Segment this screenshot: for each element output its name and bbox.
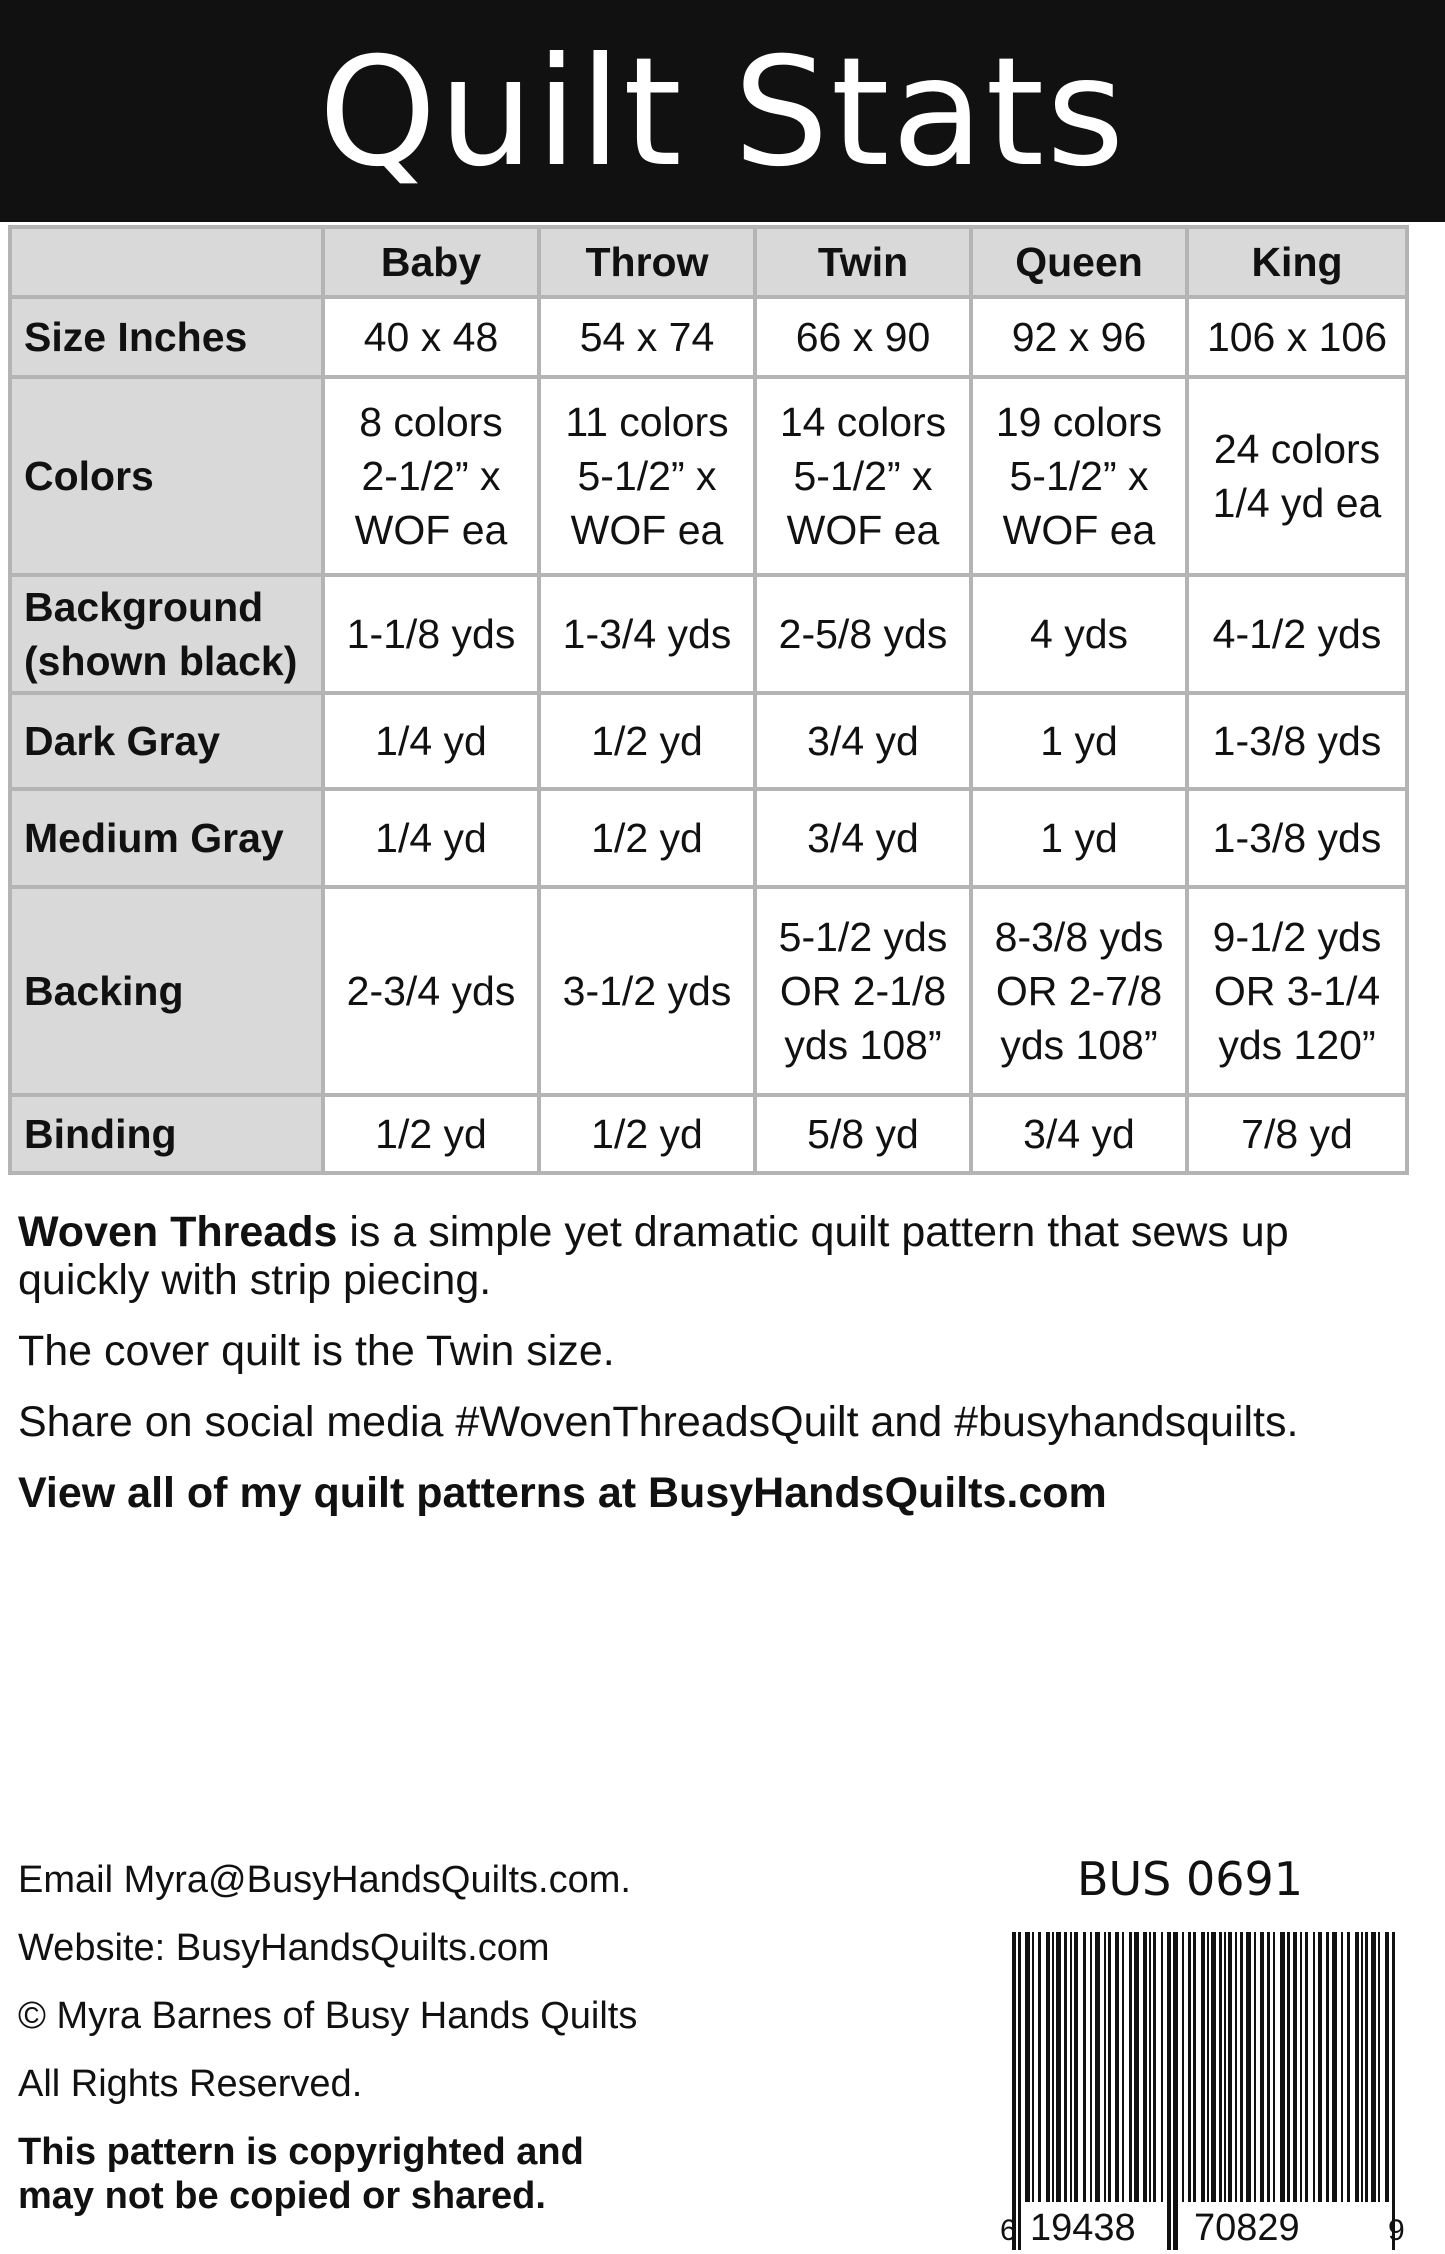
table-cell	[1187, 377, 1407, 575]
barcode-bar	[1347, 1932, 1350, 2202]
barcode-bar	[1267, 1932, 1270, 2202]
barcode-bar	[1083, 1932, 1086, 2202]
barcode-bar	[1056, 1932, 1061, 2202]
barcode-bar	[1260, 1932, 1264, 2202]
cell-line: 1/4 yd	[375, 815, 487, 861]
cell-line: OR 2-1/8	[779, 968, 947, 1014]
cell-line: 40 x 48	[363, 314, 499, 360]
page-title: Quilt Stats	[318, 26, 1127, 200]
barcode-bar	[1254, 1932, 1256, 2202]
view-all-text: View all of my quilt patterns at BusyHandsQuilts.com	[18, 1469, 1107, 1517]
row-label	[10, 377, 323, 575]
barcode-bar	[1332, 1932, 1337, 2202]
barcode-bar	[1228, 1932, 1232, 2202]
cell-line: WOF ea	[354, 507, 508, 553]
barcode-bar	[1293, 1932, 1297, 2202]
barcode-bar	[1095, 1932, 1100, 2202]
barcode-bar	[1012, 1932, 1016, 2250]
cell-line: WOF ea	[570, 507, 724, 553]
pattern-name: Woven Threads	[18, 1208, 338, 1256]
cell-line: 2-5/8 yds	[778, 611, 948, 657]
cell-line: 24 colors	[1213, 426, 1381, 472]
cell-line: 1 yd	[1040, 718, 1118, 764]
copyright-notice	[18, 2130, 798, 2218]
cell-line: 1/2 yd	[591, 815, 703, 861]
table-row	[10, 1095, 1407, 1173]
table-cell	[323, 693, 539, 789]
barcode-bar	[1240, 1932, 1243, 2202]
table-cell	[971, 377, 1187, 575]
table-cell	[1187, 1095, 1407, 1173]
barcode-bar	[1318, 1932, 1322, 2202]
table-row	[10, 693, 1407, 789]
table-row	[10, 297, 1407, 377]
row-label	[10, 1095, 323, 1173]
cell-line: 1 yd	[1040, 815, 1118, 861]
table-cell	[539, 377, 755, 575]
cell-line: 92 x 96	[1011, 314, 1147, 360]
cover-note: The cover quilt is the Twin size.	[18, 1327, 615, 1375]
barcode-bar	[1167, 1932, 1171, 2250]
barcode-bar	[1341, 1932, 1343, 2202]
barcode-bar	[1090, 1932, 1092, 2202]
barcode-bar	[1224, 1932, 1226, 2202]
barcode-bar	[1188, 1932, 1191, 2202]
row-label-line: Background	[24, 584, 264, 630]
table-cell	[971, 887, 1187, 1095]
table-cell	[323, 575, 539, 693]
barcode-bar	[1149, 1932, 1151, 2202]
cell-line: 5-1/2” x	[793, 453, 933, 499]
barcode-bar	[1064, 1932, 1067, 2202]
notice-line-1: This pattern is copyrighted and	[18, 2131, 584, 2173]
row-label	[10, 575, 323, 693]
column-header: King	[1187, 227, 1407, 297]
barcode	[990, 1932, 1410, 2250]
table-cell	[755, 297, 971, 377]
row-label-line: Size Inches	[24, 314, 248, 360]
row-label	[10, 887, 323, 1095]
cell-line: 11 colors	[565, 399, 729, 445]
view-all-note	[18, 1469, 1418, 1517]
barcode-bar	[1385, 1932, 1389, 2202]
cell-line: 54 x 74	[579, 314, 715, 360]
table-cell	[323, 789, 539, 887]
cell-line: WOF ea	[786, 507, 940, 553]
barcode-bar	[1070, 1932, 1072, 2202]
barcode-bar	[1038, 1932, 1041, 2202]
table-cell	[539, 1095, 755, 1173]
rights-line: All Rights Reserved.	[18, 2063, 363, 2105]
barcode-group-2: 70829	[1194, 2207, 1300, 2249]
cell-line: yds 108”	[784, 1022, 942, 1068]
cell-line: 8 colors	[359, 399, 503, 445]
contact-block	[18, 1858, 798, 2242]
cell-line: 3-1/2 yds	[562, 968, 732, 1014]
intro-text: is a simple yet dramatic quilt pattern that sews up quickly with strip piecing.	[18, 1208, 1289, 1304]
table-cell	[323, 1095, 539, 1173]
row-label-line: Dark Gray	[24, 718, 221, 764]
cell-line: 1/4 yd ea	[1212, 480, 1382, 526]
cell-line: 66 x 90	[795, 314, 931, 360]
column-header: Throw	[539, 227, 755, 297]
corner-cell	[10, 227, 323, 297]
row-label-line: (shown black)	[24, 638, 298, 684]
barcode-bar	[1313, 1932, 1315, 2202]
row-label-line: Medium Gray	[24, 815, 284, 861]
cell-line: OR 2-7/8	[995, 968, 1163, 1014]
barcode-bar	[1173, 1932, 1178, 2250]
table-row	[10, 377, 1407, 575]
table-cell	[971, 297, 1187, 377]
barcode-bar	[1193, 1932, 1196, 2202]
notice-line-2: may not be copied or shared.	[18, 2175, 546, 2217]
cell-line: 1-3/4 yds	[562, 611, 732, 657]
column-header: Baby	[323, 227, 539, 297]
barcode-bar	[1280, 1932, 1285, 2202]
cell-line: 1-1/8 yds	[346, 611, 516, 657]
barcode-bar	[1108, 1932, 1111, 2202]
barcode-bar	[1287, 1932, 1290, 2202]
table-cell	[323, 887, 539, 1095]
barcode-bar	[1153, 1932, 1156, 2202]
barcode-bar	[1365, 1932, 1368, 2202]
barcode-bar	[1104, 1932, 1106, 2202]
cell-line: 1-3/8 yds	[1212, 815, 1382, 861]
cell-line: 3/4 yd	[807, 815, 919, 861]
cell-line: 7/8 yd	[1241, 1111, 1353, 1157]
table-cell	[755, 887, 971, 1095]
row-label-line: Binding	[24, 1111, 177, 1157]
barcode-bar	[1201, 1932, 1205, 2202]
cell-line: 2-1/2” x	[361, 453, 501, 499]
cell-line: 1/2 yd	[591, 718, 703, 764]
barcode-bar	[1025, 1932, 1030, 2202]
barcode-bar	[1273, 1932, 1275, 2202]
row-label-line: Backing	[24, 968, 184, 1014]
barcode-bar	[1115, 1932, 1119, 2202]
cell-line: 1/4 yd	[375, 718, 487, 764]
cell-line: 1/2 yd	[591, 1111, 703, 1157]
cell-line: 3/4 yd	[1023, 1111, 1135, 1157]
cell-line: 2-3/4 yds	[346, 968, 516, 1014]
row-label	[10, 693, 323, 789]
table-row	[10, 575, 1407, 693]
table-cell	[971, 693, 1187, 789]
table-cell	[1187, 789, 1407, 887]
cell-line: yds 120”	[1218, 1022, 1376, 1068]
cell-line: 5/8 yd	[807, 1111, 919, 1157]
table-cell	[539, 789, 755, 887]
barcode-bar	[1046, 1932, 1050, 2202]
table-cell	[539, 693, 755, 789]
barcode-bar	[1143, 1932, 1147, 2202]
table-cell	[755, 1095, 971, 1173]
cell-line: 106 x 106	[1206, 314, 1388, 360]
table-cell	[1187, 693, 1407, 789]
cell-line: 14 colors	[779, 399, 947, 445]
table-cell	[1187, 887, 1407, 1095]
barcode-bar	[1300, 1932, 1302, 2202]
cell-line: 4 yds	[1030, 611, 1128, 657]
barcode-bar	[1134, 1932, 1139, 2202]
barcode-group-1: 19438	[1030, 2207, 1136, 2249]
barcode-bar	[1305, 1932, 1308, 2202]
table-cell	[755, 693, 971, 789]
row-label	[10, 297, 323, 377]
barcode-bar	[1392, 1932, 1395, 2250]
row-label	[10, 789, 323, 887]
barcode-bar	[1129, 1932, 1132, 2202]
cell-line: 19 colors	[995, 399, 1163, 445]
table-cell	[755, 789, 971, 887]
table-cell	[755, 377, 971, 575]
email-line: Email Myra@BusyHandsQuilts.com.	[18, 1859, 631, 1901]
cell-line: 4-1/2 yds	[1212, 611, 1382, 657]
barcode-bar	[1018, 1932, 1021, 2250]
table-cell	[1187, 575, 1407, 693]
quilt-stats-table	[8, 225, 1409, 1175]
cell-line: 8-3/8 yds	[994, 914, 1164, 960]
cell-line: OR 3-1/4	[1213, 968, 1381, 1014]
cell-line: 5-1/2” x	[577, 453, 717, 499]
barcode-bar	[1182, 1932, 1184, 2202]
barcode-bar	[1378, 1932, 1380, 2202]
copyright-line: © Myra Barnes of Busy Hands Quilts	[18, 1995, 638, 2037]
cell-line: 5-1/2” x	[1009, 453, 1149, 499]
title-banner	[0, 0, 1445, 222]
sku-label: BUS 0691	[1076, 1852, 1304, 1906]
barcode-bar	[1161, 1932, 1163, 2202]
table-cell	[971, 1095, 1187, 1173]
table-cell	[1187, 297, 1407, 377]
website-line: Website: BusyHandsQuilts.com	[18, 1927, 550, 1969]
cell-line: 9-1/2 yds	[1212, 914, 1382, 960]
barcode-bar	[1219, 1932, 1222, 2202]
cell-line: 1/2 yd	[375, 1111, 487, 1157]
barcode-bar	[1246, 1932, 1251, 2202]
column-header: Twin	[755, 227, 971, 297]
barcode-bar	[1122, 1932, 1124, 2202]
table-cell	[539, 575, 755, 693]
share-note: Share on social media #WovenThreadsQuilt and #busyhandsquilts.	[18, 1398, 1299, 1446]
table-cell	[323, 377, 539, 575]
column-header: Queen	[971, 227, 1187, 297]
row-label-line: Colors	[24, 453, 154, 499]
table-row	[10, 789, 1407, 887]
barcode-bar	[1052, 1932, 1054, 2202]
cell-line: 5-1/2 yds	[778, 914, 948, 960]
barcode-left-digit: 6	[1000, 2214, 1017, 2247]
barcode-bar	[1235, 1932, 1237, 2202]
pattern-description	[18, 1208, 1418, 1540]
table-cell	[539, 887, 755, 1095]
cell-line: 3/4 yd	[807, 718, 919, 764]
barcode-bar	[1361, 1932, 1363, 2202]
barcode-bar	[1211, 1932, 1216, 2202]
cell-line: 1-3/8 yds	[1212, 718, 1382, 764]
header-row	[10, 227, 1407, 297]
barcode-right-digit: 9	[1388, 2214, 1405, 2247]
barcode-bar	[1207, 1932, 1209, 2202]
cell-line: WOF ea	[1002, 507, 1156, 553]
cell-line: yds 108”	[1000, 1022, 1158, 1068]
barcode-bar	[1371, 1932, 1376, 2202]
barcode-bar	[1355, 1932, 1359, 2202]
barcode-bar	[1326, 1932, 1329, 2202]
table-cell	[755, 575, 971, 693]
table-cell	[323, 297, 539, 377]
table-cell	[539, 297, 755, 377]
table-cell	[971, 575, 1187, 693]
table-row	[10, 887, 1407, 1095]
barcode-bar	[1032, 1932, 1034, 2202]
barcode-bar	[1074, 1932, 1078, 2202]
table-cell	[971, 789, 1187, 887]
intro-paragraph	[18, 1208, 1418, 1304]
